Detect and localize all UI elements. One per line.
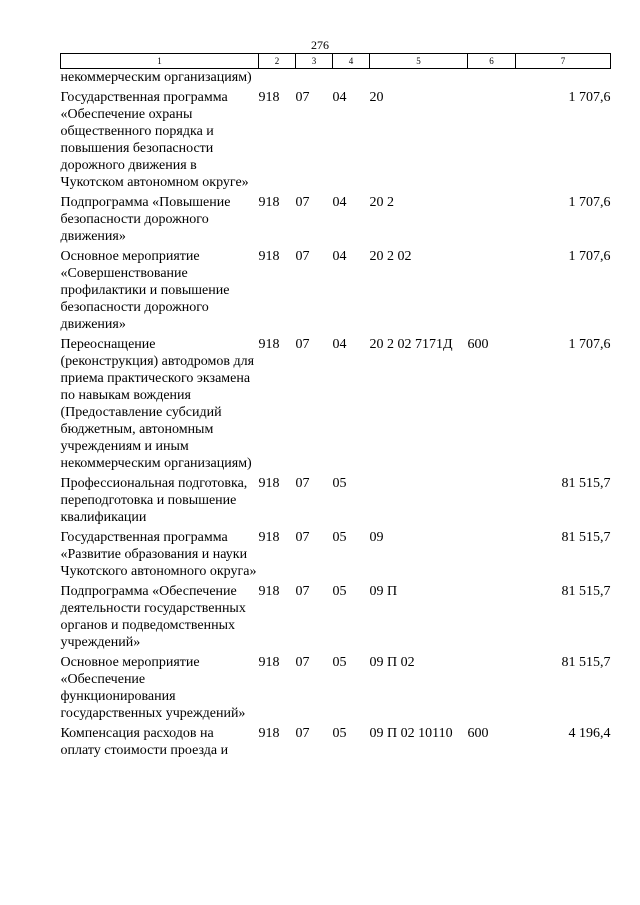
- row-name-cell: Компенсация расходов на оплату стоимости проезда и: [60, 726, 229, 758]
- row-name-cell: Подпрограмма «Обеспечение деятельности государственных органов и подведомственных учреждений»: [60, 584, 246, 650]
- row-code-cell: 07: [295, 530, 310, 545]
- row-code-cell: 20: [369, 90, 384, 105]
- column-header: 3: [296, 54, 333, 69]
- row-amount-cell: 4 196,4: [568, 726, 611, 741]
- table-row: [61, 69, 611, 87]
- row-code-cell: 07: [295, 90, 310, 105]
- table-header-row: [61, 54, 611, 69]
- row-code-cell: 918: [258, 476, 280, 491]
- row-name-cell: Государственная программа «Обеспечение охраны общественного порядка и повышения безопасности дорожного движения в Чукотском автономном округе»: [60, 90, 249, 190]
- row-code-cell: 918: [258, 195, 280, 210]
- row-code-cell: [370, 472, 468, 526]
- row-name-cell: Основное мероприятие «Обеспечение функционирования государственных учреждений»: [60, 655, 246, 721]
- row-code-cell: 07: [295, 476, 310, 491]
- row-code-cell: 09 П: [369, 584, 398, 599]
- table-row: [61, 245, 611, 333]
- row-amount-cell: 1 707,6: [568, 90, 611, 105]
- row-code-cell: 918: [258, 90, 280, 105]
- column-header: 5: [370, 54, 468, 69]
- column-header: 4: [333, 54, 370, 69]
- row-code-cell: [468, 86, 516, 191]
- row-code-cell: 04: [332, 90, 347, 105]
- row-code-cell: 20 2 02 7171Д: [369, 337, 453, 352]
- row-code-cell: 05: [332, 530, 347, 545]
- row-code-cell: 600: [467, 726, 489, 741]
- row-code-cell: 09 П 02: [369, 655, 415, 670]
- row-amount-cell: [516, 69, 611, 87]
- row-code-cell: [333, 69, 370, 87]
- column-header: 6: [468, 54, 516, 69]
- row-code-cell: [468, 526, 516, 580]
- row-code-cell: 07: [295, 337, 310, 352]
- column-header: 1: [61, 54, 259, 69]
- row-name-cell: Основное мероприятие «Совершенствование профилактики и повышение безопасности дорожного движения»: [60, 249, 230, 332]
- row-amount-cell: 81 515,7: [561, 530, 611, 545]
- row-code-cell: 918: [258, 584, 280, 599]
- row-code-cell: 20 2: [369, 195, 394, 210]
- row-amount-cell: 1 707,6: [568, 195, 611, 210]
- row-code-cell: [468, 69, 516, 87]
- row-code-cell: [468, 580, 516, 651]
- row-code-cell: [468, 472, 516, 526]
- row-code-cell: 07: [295, 249, 310, 264]
- page-number: 276: [311, 38, 329, 52]
- row-code-cell: 918: [258, 249, 280, 264]
- column-header: 2: [259, 54, 296, 69]
- row-name-cell: некоммерческим организациям): [60, 70, 252, 85]
- row-code-cell: 09 П 02 10110: [369, 726, 453, 741]
- row-code-cell: 04: [332, 337, 347, 352]
- table-row: [61, 86, 611, 191]
- row-code-cell: 918: [258, 530, 280, 545]
- row-code-cell: 600: [467, 337, 489, 352]
- budget-table: [60, 53, 611, 759]
- row-code-cell: 918: [258, 337, 280, 352]
- row-amount-cell: 1 707,6: [568, 337, 611, 352]
- row-code-cell: 20 2 02: [369, 249, 412, 264]
- row-code-cell: 05: [332, 476, 347, 491]
- row-code-cell: 09: [369, 530, 384, 545]
- row-code-cell: 05: [332, 655, 347, 670]
- row-code-cell: 918: [258, 726, 280, 741]
- row-code-cell: [468, 651, 516, 722]
- row-code-cell: [468, 245, 516, 333]
- row-name-cell: Подпрограмма «Повышение безопасности дорожного движения»: [60, 195, 231, 244]
- row-code-cell: 05: [332, 584, 347, 599]
- row-amount-cell: 1 707,6: [568, 249, 611, 264]
- row-name-cell: Государственная программа «Развитие образования и науки Чукотского автономного округа»: [60, 530, 257, 579]
- table-row: [61, 191, 611, 245]
- table-row: [61, 333, 611, 472]
- row-code-cell: 04: [332, 195, 347, 210]
- table-row: [61, 526, 611, 580]
- row-code-cell: 07: [295, 584, 310, 599]
- row-code-cell: 05: [332, 726, 347, 741]
- row-amount-cell: 81 515,7: [561, 476, 611, 491]
- row-code-cell: 04: [332, 249, 347, 264]
- row-name-cell: Переоснащение (реконструкция) автодромов для приема практического экзамена по навыкам вождения (Предоставление субсидий бюджетным, автономным учреждениям и иным некоммерческим организациям): [60, 337, 255, 471]
- row-amount-cell: 81 515,7: [561, 655, 611, 670]
- column-header: 7: [516, 54, 611, 69]
- table-row: [61, 580, 611, 651]
- row-code-cell: 07: [295, 655, 310, 670]
- row-code-cell: [296, 69, 333, 87]
- table-row: [61, 722, 611, 759]
- table-row: [61, 472, 611, 526]
- row-amount-cell: 81 515,7: [561, 584, 611, 599]
- row-code-cell: 07: [295, 726, 310, 741]
- row-code-cell: 07: [295, 195, 310, 210]
- row-code-cell: [370, 69, 468, 87]
- row-name-cell: Профессиональная подготовка, переподготовка и повышение квалификации: [60, 476, 248, 525]
- row-code-cell: [468, 191, 516, 245]
- table-row: [61, 651, 611, 722]
- row-code-cell: [259, 69, 296, 87]
- row-code-cell: 918: [258, 655, 280, 670]
